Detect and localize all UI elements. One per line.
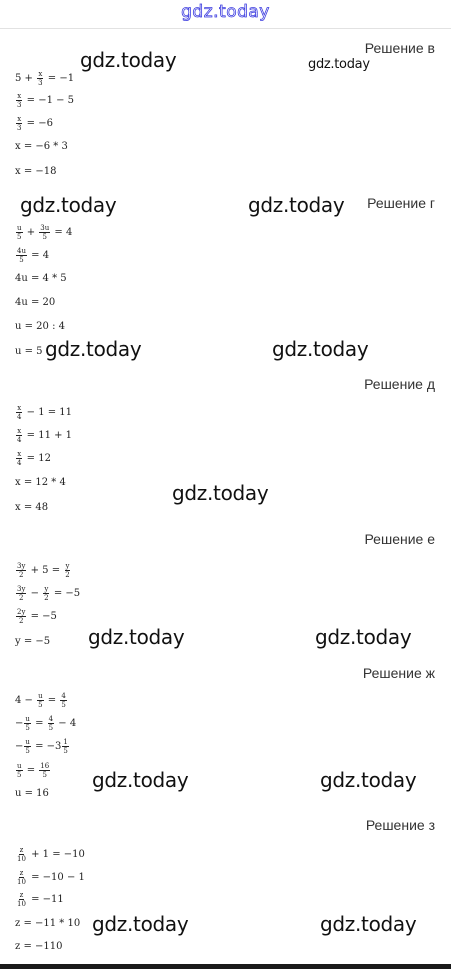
- watermark: gdz.today: [20, 193, 117, 217]
- fraction-denominator: 5: [38, 700, 43, 709]
- fraction-numerator: 4u: [17, 246, 26, 255]
- fraction: [48, 715, 54, 732]
- equation-text: −: [15, 740, 24, 752]
- equation-line: [15, 448, 51, 468]
- fraction: [16, 562, 26, 579]
- fraction-denominator: 10: [17, 899, 26, 908]
- equation-line: [15, 161, 56, 181]
- fraction: [37, 692, 44, 709]
- equation-line: [15, 690, 68, 710]
- fraction: [16, 762, 23, 779]
- fraction: [24, 738, 31, 755]
- fraction: [43, 585, 49, 602]
- fraction-numerator: z: [19, 868, 24, 877]
- fraction-numerator: x: [17, 426, 22, 435]
- fraction-denominator: 5: [42, 232, 47, 241]
- equation-text: = −10 − 1: [27, 871, 85, 883]
- fraction-denominator: 2: [44, 593, 49, 602]
- fraction-numerator: 4: [48, 714, 54, 723]
- fraction-numerator: x: [17, 91, 22, 100]
- fraction-numerator: x: [17, 114, 22, 123]
- fraction-numerator: 1: [63, 737, 68, 746]
- solution-heading: Решение г: [367, 195, 435, 211]
- watermark: gdz.today: [45, 337, 142, 361]
- fraction-numerator: u: [25, 714, 30, 723]
- equation-text: 4 −: [15, 694, 37, 706]
- fraction-numerator: x: [38, 69, 43, 78]
- solution-heading: Решение з: [365, 817, 435, 833]
- equation-line: [15, 760, 51, 780]
- equation-text: −: [27, 587, 43, 599]
- fraction: [16, 247, 27, 264]
- equation-text: −: [15, 717, 24, 729]
- equation-text: = 11 + 1: [23, 429, 73, 441]
- watermark: gdz.today: [88, 625, 185, 649]
- watermark: gdz.today: [80, 48, 177, 72]
- equation-text: z = −110: [15, 940, 63, 952]
- fraction-denominator: 3: [17, 123, 22, 132]
- fraction-denominator: 3: [17, 100, 22, 109]
- fraction: [16, 92, 22, 109]
- equation-text: x = −18: [15, 165, 57, 177]
- fraction-denominator: 2: [18, 570, 24, 579]
- watermark: gdz.today: [92, 768, 189, 792]
- equation-line: [15, 425, 72, 445]
- equation-text: x = 12 * 4: [15, 476, 66, 488]
- fraction-denominator: 2: [65, 570, 70, 579]
- equation-line: [15, 560, 72, 580]
- fraction-denominator: 5: [17, 770, 22, 779]
- equation-text: = 12: [23, 452, 51, 464]
- equation-line: [15, 136, 68, 156]
- equation-line: [15, 68, 74, 88]
- watermark: gdz.today: [248, 193, 345, 217]
- fraction-numerator: x: [17, 449, 22, 458]
- watermark: gdz.today: [320, 768, 417, 792]
- fraction: [16, 608, 26, 625]
- fraction-denominator: 10: [17, 877, 26, 886]
- equation-line: [15, 268, 67, 288]
- equation-text: = −1 − 5: [23, 94, 75, 106]
- fraction: [16, 427, 22, 444]
- fraction-numerator: 3u: [40, 223, 50, 232]
- fraction-numerator: 3y: [17, 584, 26, 593]
- watermark: gdz.today: [172, 481, 269, 505]
- fraction-denominator: 5: [61, 700, 66, 709]
- fraction: [16, 585, 26, 602]
- fraction-numerator: y: [65, 561, 70, 570]
- site-logo[interactable]: gdz.today: [181, 2, 270, 22]
- fraction: [37, 70, 43, 87]
- fraction-numerator: u: [17, 761, 22, 770]
- fraction: [16, 404, 22, 421]
- equation-text: y = −5: [15, 635, 51, 647]
- equation-line: [15, 867, 85, 887]
- equation-line: [15, 631, 50, 651]
- solution-heading: Решение д: [364, 376, 435, 392]
- equation-text: =: [44, 694, 60, 706]
- equation-text: = −5: [27, 610, 57, 622]
- equation-text: =: [31, 717, 47, 729]
- watermark: gdz.today: [315, 625, 412, 649]
- fraction-denominator: 5: [19, 255, 24, 264]
- equation-text: 4u = 20: [15, 296, 56, 308]
- fraction: [39, 224, 50, 241]
- fraction: [62, 738, 68, 755]
- equation-line: [15, 583, 80, 603]
- fraction-denominator: 5: [17, 232, 22, 241]
- equation-line: [15, 936, 62, 956]
- fraction-denominator: 3: [38, 78, 43, 87]
- watermark: gdz.today: [320, 912, 417, 936]
- equation-line: [15, 889, 64, 909]
- fraction-denominator: 5: [25, 746, 30, 755]
- fraction-denominator: 4: [17, 458, 22, 467]
- equation-text: z = −11 * 10: [15, 917, 81, 929]
- fraction: [16, 869, 27, 886]
- equation-text: u = 5: [15, 345, 43, 357]
- fraction: [24, 715, 31, 732]
- equation-line: [15, 783, 49, 803]
- equation-text: + 5 =: [27, 564, 64, 576]
- equation-text: = −6: [23, 117, 53, 129]
- equation-line: [15, 113, 53, 133]
- equation-text: = −11: [27, 893, 64, 905]
- fraction-numerator: u: [38, 691, 43, 700]
- equation-line: [15, 222, 72, 242]
- fraction: [60, 692, 66, 709]
- equation-text: u = 20 : 4: [15, 320, 65, 332]
- equation-text: +: [23, 226, 39, 238]
- watermark: gdz.today: [92, 912, 189, 936]
- fraction-numerator: 16: [40, 761, 50, 770]
- solution-heading: Решение ж: [362, 665, 435, 681]
- equation-text: = −1: [44, 72, 75, 84]
- equation-line: [15, 90, 74, 110]
- fraction-numerator: z: [19, 845, 24, 854]
- fraction-numerator: u: [17, 223, 22, 232]
- equation-text: =: [23, 764, 39, 776]
- equation-line: [15, 402, 72, 422]
- fraction-denominator: 2: [18, 593, 24, 602]
- equation-line: [15, 713, 76, 733]
- fraction: [16, 846, 27, 863]
- equation-line: [15, 736, 70, 756]
- fraction-numerator: 3y: [17, 561, 26, 570]
- equation-text: = 4: [51, 226, 73, 238]
- fraction-denominator: 4: [17, 435, 22, 444]
- equation-text: u = 16: [15, 787, 49, 799]
- equation-line: [15, 316, 65, 336]
- equation-text: = 4: [27, 249, 50, 261]
- solution-heading: Решение в: [364, 40, 435, 56]
- fraction-numerator: z: [19, 890, 24, 899]
- watermark: gdz.today: [308, 57, 370, 72]
- fraction-denominator: 5: [63, 746, 68, 755]
- fraction-denominator: 10: [17, 854, 26, 863]
- fraction: [64, 562, 70, 579]
- fraction-numerator: 2y: [17, 607, 26, 616]
- fraction-denominator: 2: [18, 616, 24, 625]
- fraction-numerator: y: [44, 584, 49, 593]
- fraction-denominator: 5: [42, 770, 47, 779]
- fraction: [39, 762, 50, 779]
- equation-line: [15, 606, 57, 626]
- bottom-bar: [0, 964, 451, 969]
- watermark: gdz.today: [272, 337, 369, 361]
- equation-line: [15, 844, 85, 864]
- equation-text: x = −6 * 3: [15, 140, 68, 152]
- equation-text: 5 +: [15, 72, 37, 84]
- equation-line: [15, 341, 43, 361]
- fraction-numerator: x: [17, 403, 22, 412]
- equation-text: − 4: [55, 717, 77, 729]
- equation-line: [15, 245, 49, 265]
- equation-text: = −3: [31, 740, 62, 752]
- top-bar: [0, 0, 451, 29]
- equation-text: x = 48: [15, 501, 49, 513]
- equation-text: − 1 = 11: [23, 406, 73, 418]
- equation-text: 4u = 4 * 5: [15, 272, 67, 284]
- fraction: [16, 891, 27, 908]
- fraction: [16, 224, 23, 241]
- fraction-denominator: 5: [25, 723, 30, 732]
- fraction: [16, 115, 22, 132]
- fraction-denominator: 5: [48, 723, 54, 732]
- solution-heading: Решение е: [364, 531, 435, 547]
- equation-line: [15, 497, 48, 517]
- fraction-numerator: u: [25, 737, 30, 746]
- equation-text: + 1 = −10: [27, 848, 85, 860]
- equation-line: [15, 472, 66, 492]
- fraction-numerator: 4: [61, 691, 66, 700]
- fraction: [16, 450, 22, 467]
- equation-line: [15, 292, 55, 312]
- equation-line: [15, 913, 80, 933]
- equation-text: = −5: [50, 587, 81, 599]
- fraction-denominator: 4: [17, 412, 22, 421]
